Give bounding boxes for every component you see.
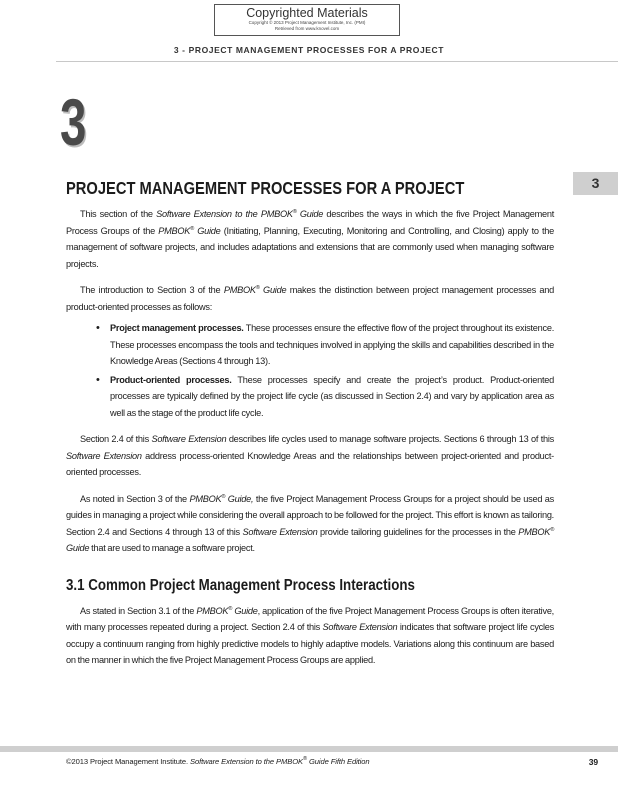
chapter-side-tab: 3 <box>573 172 618 195</box>
page-number: 39 <box>588 757 598 767</box>
stamp-line-2: Retrieved from www.knovel.com <box>274 26 340 31</box>
running-head: 3 - PROJECT MANAGEMENT PROCESSES FOR A PROJECT <box>173 45 445 55</box>
paragraph-tailoring: As noted in Section 3 of the PMBOK® Guide, the five Project Management Process Groups for a project should be used as guides in managing a project while considering the overall approach to be followed for the project. This effort is known as tailoring. Section 2.4 and Sections 4 through 13 of this Software Extension provide tailoring guidelines for the processes in the PMBOK® Guide that are used to manage a software project. <box>66 493 554 553</box>
chapter-title: PROJECT MANAGEMENT PROCESSES FOR A PROJECT <box>66 178 465 198</box>
process-type-list <box>66 320 554 421</box>
paragraph-life-cycles: Section 2.4 of this Software Extension describes life cycles used to manage software projects. Sections 6 through 13 of this Software Extension address process-oriented Knowledge Areas and the relationships between project-oriented and product-oriented processes. <box>66 434 554 477</box>
stamp-title: Copyrighted Materials <box>246 6 368 20</box>
page-body <box>66 178 554 679</box>
footer-band <box>0 746 618 752</box>
copyright-stamp <box>214 4 400 36</box>
stamp-line-1: Copyright © 2013 Project Management Institute, Inc. (PMI) <box>248 20 366 25</box>
section-heading: 3.1 Common Project Management Process Interactions <box>66 576 415 594</box>
paragraph-interactions: As stated in Section 3.1 of the PMBOK® Guide, application of the five Project Management Process Groups is often iterative, with many processes repeated during a project. Section 2.4 of this Software Extension indicates that software project life cycles occupy a continuum ranging from highly predictive models to highly adaptive models. Variations along this continuum are based on the manner in which the five Project Management Process Groups are applied. <box>66 605 555 665</box>
paragraph-intro: This section of the Software Extension to the PMBOK® Guide describes the ways in which the five Project Management Process Groups of the PMBOK® Guide (Initiating, Planning, Executing, Monitoring and Controlling, and Closing) apply to the management of software projects, and includes adaptations and extensions that are commonly used when managing software projects. <box>66 209 554 269</box>
paragraph-distinction: The introduction to Section 3 of the PMBOK® Guide makes the distinction between project management processes and product-oriented processes as follows: <box>66 285 554 312</box>
header-divider <box>56 61 618 62</box>
page-footer: ©2013 Project Management Institute. Software Extension to the PMBOK® Guide Fifth Edition 39 <box>66 756 598 767</box>
chapter-number: 3 <box>60 85 87 159</box>
list-item: • Project management processes. These processes ensure the effective flow of the project throughout its existence. These processes encompass the tools and techniques involved in applying the skills and capabilities described in the Knowledge Areas (Sections 4 through 13). <box>110 320 554 370</box>
list-item: • Product-oriented processes. These processes specify and create the project’s product. Product-oriented processes are typically defined by the project life cycle (as discussed in Section 2.4) and vary by application area as well as the stage of the product life cycle. <box>110 372 554 422</box>
